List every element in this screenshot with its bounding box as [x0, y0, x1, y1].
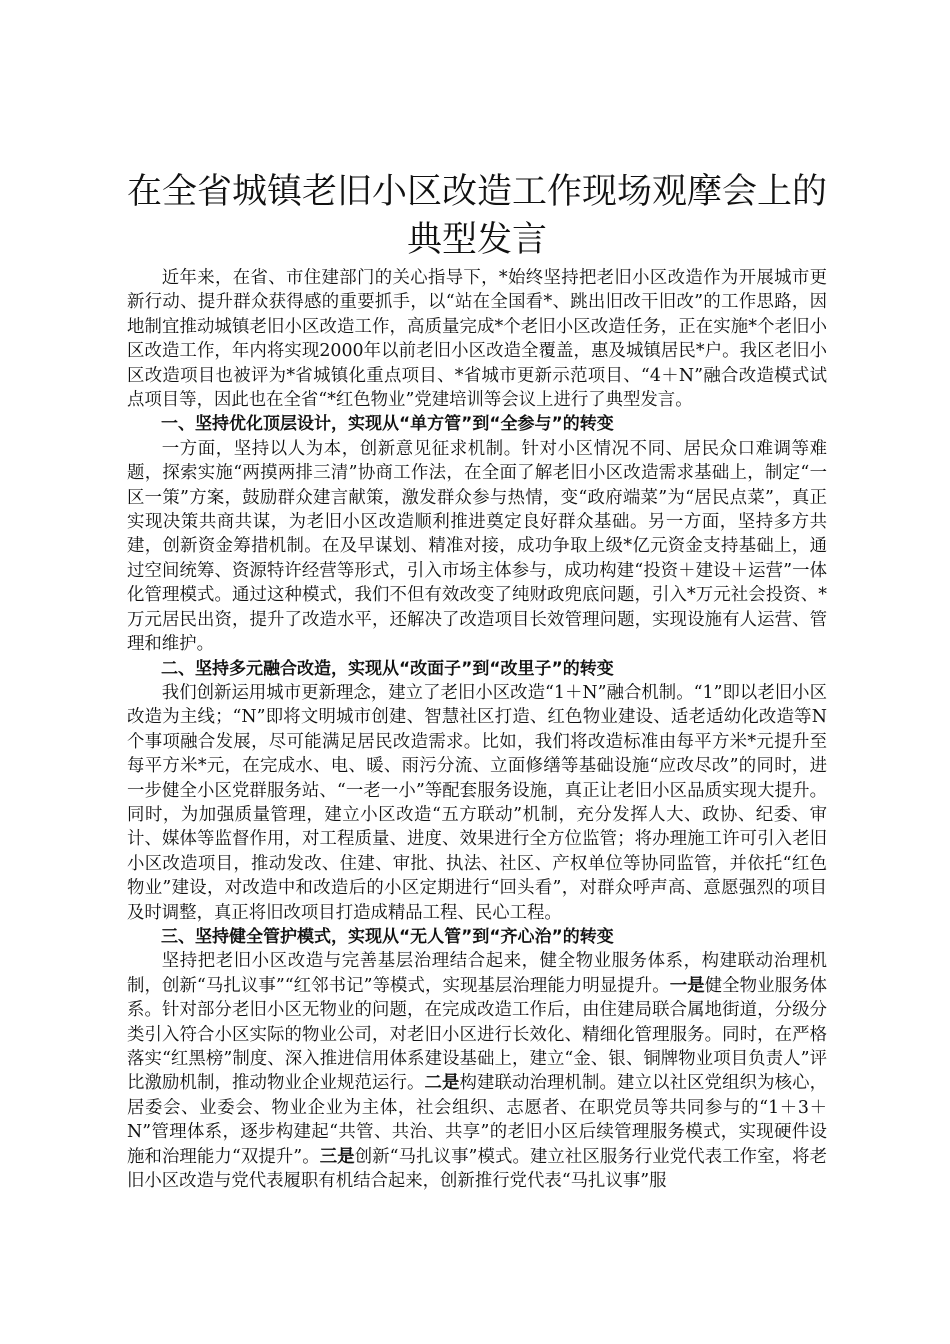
intro-paragraph: 近年来，在省、市住建部门的关心指导下，*始终坚持把老旧小区改造作为开展城市更新行动、提升群众获得感的重要抓手，以“站在全国看*、跳出旧改干旧改”的工作思路，因地制宜推动城镇老旧小区改造工作，高质量完成*个老旧小区改造任务，正在实施*个老旧小区改造工作，年内将实现2000年以前老旧小区改造全覆盖，惠及城镇居民*户。我区老旧小区改造项目也被评为*省城镇化重点项目、*省城市更新示范项目、“4＋N”融合改造模式试点项目等，因此也在全省“*红色物业”党建培训等会议上进行了典型发言。	[127, 268, 827, 411]
item-3-label: 三是	[319, 1146, 355, 1167]
item-2-label: 二是	[424, 1073, 460, 1094]
section-3-paragraph	[127, 949, 827, 1193]
section-1-heading: 一、坚持优化顶层设计，实现从“单方管”到“全参与”的转变	[161, 414, 614, 435]
document-body	[127, 266, 827, 1193]
section-3-intro: 坚持把老旧小区改造与完善基层治理结合起来，健全物业服务体系，构建联动治理机制，创新“马扎议事”“红邻书记”等模式，实现基层治理能力明显提升。	[127, 951, 827, 996]
item-1-text: 健全物业服务体系。针对部分老旧小区无物业的问题，在完成改造工作后，由住建局联合属地街道，分级分类引入符合小区实际的物业公司，对老旧小区进行长效化、精细化管理服务。同时，在严格落实“红黑榜”制度、深入推进信用体系建设基础上，建立“金、银、铜牌物业项目负责人”评比激励机制，推动物业企业规范运行。	[127, 975, 827, 1094]
section-2-paragraph: 我们创新运用城市更新理念，建立了老旧小区改造“1＋N”融合机制。“1”即以老旧小区改造为主线；“N”即将文明城市创建、智慧社区打造、红色物业建设、适老适幼化改造等N个事项融合发展，尽可能满足居民改造需求。比如，我们将改造标准由每平方米*元提升至每平方米*元，在完成水、电、暖、雨污分流、立面修缮等基础设施“应改尽改”的同时，进一步健全小区党群服务站、“一老一小”等配套服务设施，真正让老旧小区品质实现大提升。同时，为加强质量管理，建立小区改造“五方联动”机制，充分发挥人大、政协、纪委、审计、媒体等监督作用，对工程质量、进度、效果进行全方位监管；将办理施工许可引入老旧小区改造项目，推动发改、住建、审批、执法、社区、产权单位等协同监管，并依托“红色物业”建设，对改造中和改造后的小区定期进行“回头看”，对群众呼声高、意愿强烈的项目及时调整，真正将旧改项目打造成精品工程、民心工程。	[127, 682, 828, 923]
section-3-heading: 三、坚持健全管护模式，实现从“无人管”到“齐心治”的转变	[161, 926, 614, 947]
title-line-1: 在全省城镇老旧小区改造工作现场观摩会上的	[127, 172, 828, 212]
document-page	[127, 168, 827, 1193]
title-line-2: 典型发言	[406, 220, 547, 260]
section-2-heading: 二、坚持多元融合改造，实现从“改面子”到“改里子”的转变	[161, 658, 614, 679]
item-2-text: 构建联动治理机制。建立以社区党组织为核心，居委会、业委会、物业企业为主体，社会组织、志愿者、在职党员等共同参与的“1＋3＋N”管理体系，逐步构建起“共管、共治、共享”的老旧小区后续管理服务模式，实现硬件设施和治理能力“双提升”。	[127, 1073, 827, 1167]
section-1-paragraph: 一方面，坚持以人为本，创新意见征求机制。针对小区情况不同、居民众口难调等难题，探索实施“两摸两排三清”协商工作法，在全面了解老旧小区改造需求基础上，制定“一区一策”方案，鼓励群众建言献策，激发群众参与热情，变“政府端菜”为“居民点菜”，真正实现决策共商共谋，为老旧小区改造顺利推进奠定良好群众基础。另一方面，坚持多方共建，创新资金筹措机制。在及早谋划、精准对接，成功争取上级*亿元资金支持基础上，通过空间统筹、资源特许经营等形式，引入市场主体参与，成功构建“投资＋建设＋运营”一体化管理模式。通过这种模式，我们不但有效改变了纯财政兜底问题，引入*万元社会投资、*万元居民出资，提升了改造水平，还解决了改造项目长效管理问题，实现设施有人运营、管理和维护。	[127, 438, 827, 655]
item-1-label: 一是	[669, 975, 705, 996]
document-title	[127, 168, 827, 264]
item-3-text: 创新“马扎议事”模式。建立社区服务行业党代表工作室，将老旧小区改造与党代表履职有机结合起来，创新推行党代表“马扎议事”服	[127, 1146, 827, 1192]
